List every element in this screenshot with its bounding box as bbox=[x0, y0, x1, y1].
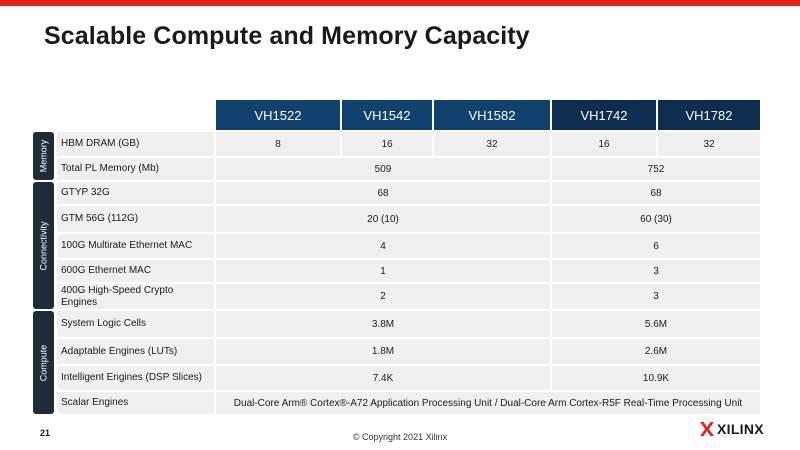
row-label: 600G Ethernet MAC bbox=[61, 265, 152, 276]
table-cell: 2 bbox=[380, 291, 386, 302]
table-row-crypto-engines bbox=[57, 284, 760, 309]
table-row-scalar-engines bbox=[57, 392, 760, 414]
table-row-total-pl-memory bbox=[57, 158, 760, 180]
column-header-vh1522: VH1522 bbox=[216, 100, 340, 130]
row-label: 400G High-Speed Crypto Engines bbox=[61, 284, 174, 308]
table-cell: 3 bbox=[653, 291, 659, 302]
table-row-adaptable-engines bbox=[57, 339, 760, 364]
table-cell: 5.6M bbox=[644, 318, 668, 330]
table-cell: 68 bbox=[377, 187, 389, 199]
column-header-vh1742: VH1742 bbox=[552, 100, 656, 130]
table-cell: 2.6M bbox=[644, 346, 668, 357]
table-row-gtm bbox=[57, 206, 760, 232]
slide-title: Scalable Compute and Memory Capacity bbox=[44, 22, 530, 50]
row-label: System Logic Cells bbox=[61, 318, 147, 329]
table-row-600g-ethernet bbox=[57, 260, 760, 282]
table-row-hbm-dram bbox=[57, 132, 760, 156]
row-label: Adaptable Engines (LUTs) bbox=[61, 345, 178, 357]
row-label: Total PL Memory (Mb) bbox=[61, 163, 159, 174]
table-cell: 3 bbox=[653, 265, 659, 277]
table-cell: 32 bbox=[486, 138, 498, 150]
page-number: 21 bbox=[40, 428, 51, 438]
row-label: Intelligent Engines (DSP Slices) bbox=[61, 372, 202, 383]
column-header-vh1582: VH1582 bbox=[434, 100, 550, 130]
table-cell: Dual-Core Arm® Cortex®-A72 Application Processing Unit / Dual-Core Arm Cortex-R5F Real-Time Processing Unit bbox=[233, 397, 743, 409]
table-row-intelligent-engines bbox=[57, 366, 760, 390]
table-cell: 16 bbox=[381, 138, 393, 150]
copyright-text: © Copyright 2021 Xilinx bbox=[352, 432, 448, 442]
table-cell: 8 bbox=[275, 138, 281, 150]
divider bbox=[214, 132, 216, 414]
row-label: Scalar Engines bbox=[61, 397, 129, 408]
table-cell: 6 bbox=[653, 240, 659, 252]
table-cell: 1 bbox=[380, 265, 386, 277]
column-header-vh1782: VH1782 bbox=[658, 100, 760, 130]
xilinx-x-icon bbox=[700, 422, 714, 436]
table-cell: 752 bbox=[647, 163, 665, 175]
xilinx-logo bbox=[700, 421, 764, 437]
divider bbox=[432, 132, 434, 156]
table-cell: 68 bbox=[650, 187, 662, 199]
row-label: GTYP 32G bbox=[61, 187, 110, 198]
category-memory: Memory bbox=[33, 132, 54, 180]
table-row-100g-ethernet bbox=[57, 234, 760, 258]
top-accent-bar bbox=[0, 0, 800, 6]
table-row-system-logic-cells bbox=[57, 311, 760, 337]
category-connectivity: Connectivity bbox=[33, 182, 54, 309]
table-cell: 32 bbox=[703, 138, 715, 150]
row-label: GTM 56G (112G) bbox=[61, 213, 139, 224]
divider bbox=[656, 132, 658, 156]
table-row-gtyp bbox=[57, 182, 760, 204]
logo-text: XILINX bbox=[717, 421, 764, 437]
divider bbox=[340, 132, 342, 156]
table-cell: 1.8M bbox=[371, 346, 395, 357]
table-cell: 16 bbox=[598, 138, 610, 150]
table-cell: 10.9K bbox=[642, 372, 670, 384]
column-header-vh1542: VH1542 bbox=[342, 100, 432, 130]
table-cell: 4 bbox=[380, 240, 386, 252]
divider bbox=[550, 132, 552, 390]
table-cell: 20 (10) bbox=[367, 213, 399, 225]
table-cell: 3.8M bbox=[371, 318, 395, 330]
row-label: HBM DRAM (GB) bbox=[61, 138, 140, 149]
table-cell: 7.4K bbox=[372, 372, 394, 384]
table-cell: 509 bbox=[374, 163, 392, 175]
category-compute: Compute bbox=[33, 311, 54, 414]
row-label: 100G Multirate Ethernet MAC bbox=[61, 240, 193, 251]
table-cell: 60 (30) bbox=[640, 213, 672, 225]
